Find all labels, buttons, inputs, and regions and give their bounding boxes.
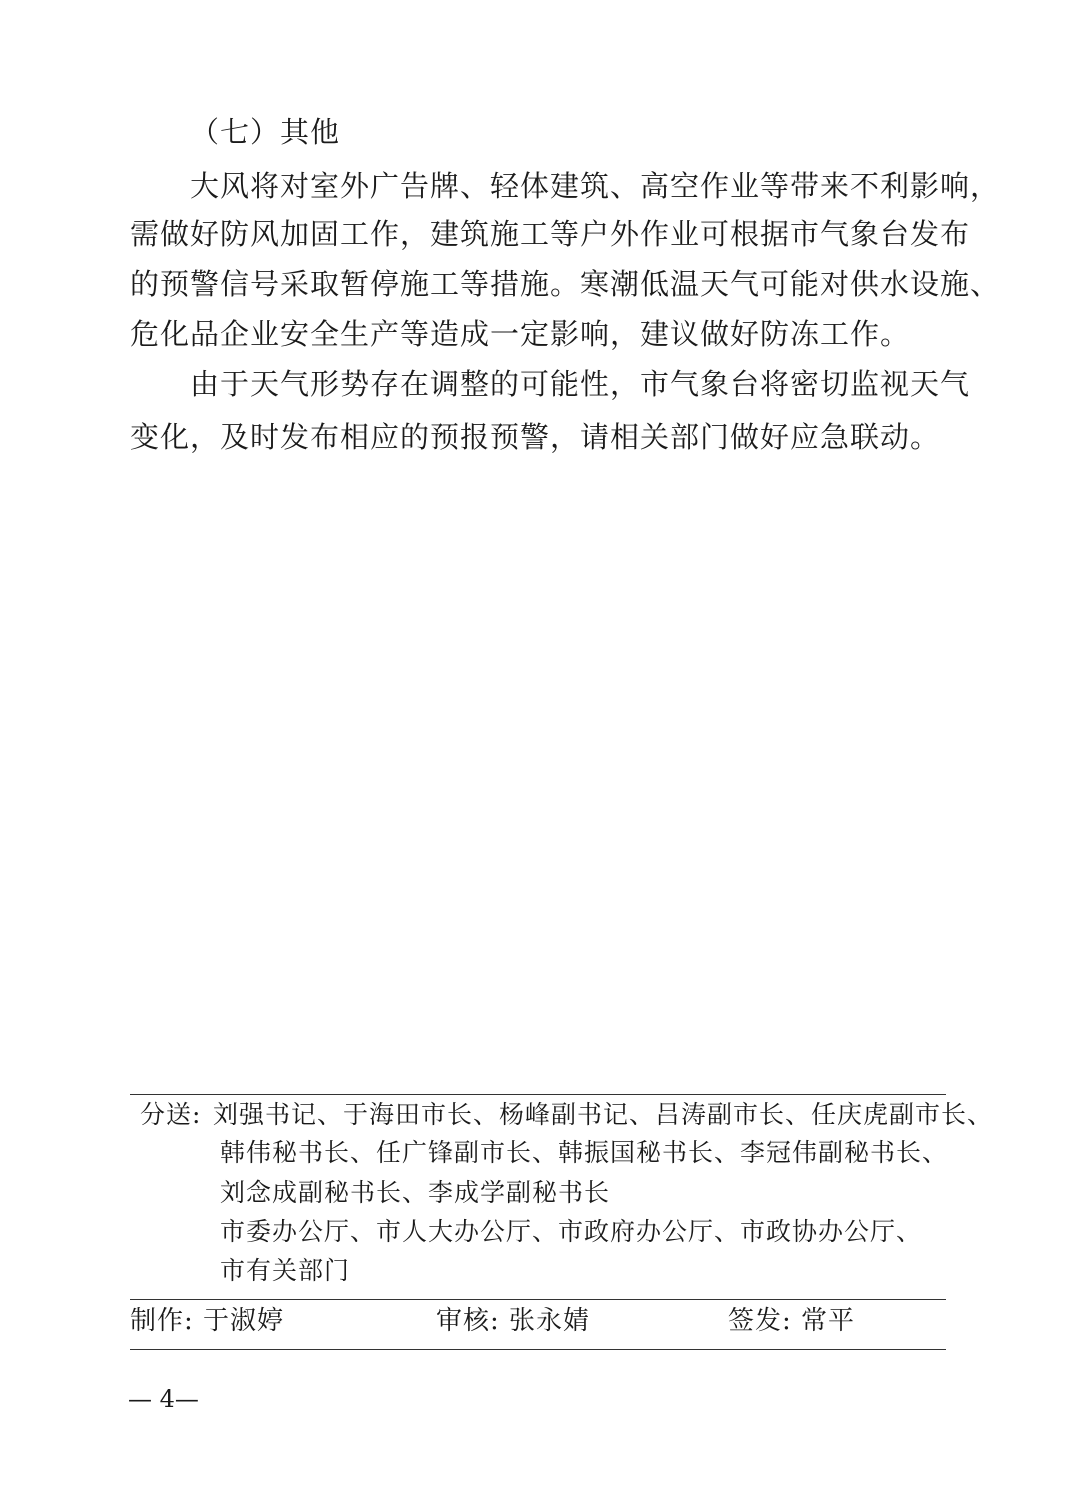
distribution-row-5: 市有关部门 [220, 1256, 351, 1285]
distribution-row-1: 刘强书记、于海田市长、杨峰副书记、吕涛副市长、任庆虎副市长、 [213, 1100, 994, 1129]
paragraph-1-line-1: 大风将对室外广告牌、轻体建筑、高空作业等带来不利影响， [190, 169, 1001, 203]
distribution-top-rule [130, 1094, 946, 1095]
footer-top-rule [130, 1299, 946, 1300]
distribution-row-4: 市委办公厅、市人大办公厅、市政府办公厅、市政协办公厅、 [220, 1217, 923, 1246]
section-heading: （七）其他 [190, 115, 341, 149]
footer-bottom-rule [130, 1349, 946, 1350]
footer-issuer: 签发: 常平 [728, 1306, 856, 1336]
paragraph-1-line-4: 危化品企业安全生产等造成一定影响，建议做好防冻工作。 [130, 317, 911, 351]
footer-maker: 制作: 于淑婷 [130, 1306, 285, 1336]
page-number: — 4— [128, 1385, 199, 1413]
paragraph-1-line-2: 需做好防风加固工作，建筑施工等户外作业可根据市气象台发布 [130, 217, 971, 251]
distribution-row-3: 刘念成副秘书长、李成学副秘书长 [220, 1178, 611, 1207]
paragraph-2-line-2: 变化，及时发布相应的预报预警，请相关部门做好应急联动。 [130, 420, 941, 454]
paragraph-1-line-3: 的预警信号采取暂停施工等措施。寒潮低温天气可能对供水设施、 [130, 267, 1001, 301]
paragraph-2-line-1: 由于天气形势存在调整的可能性，市气象台将密切监视天气 [190, 367, 971, 401]
footer-reviewer: 审核: 张永婧 [436, 1306, 591, 1336]
distribution-label: 分送: [140, 1100, 202, 1129]
distribution-row-2: 韩伟秘书长、任广锋副市长、韩振国秘书长、李冠伟副秘书长、 [220, 1138, 949, 1167]
